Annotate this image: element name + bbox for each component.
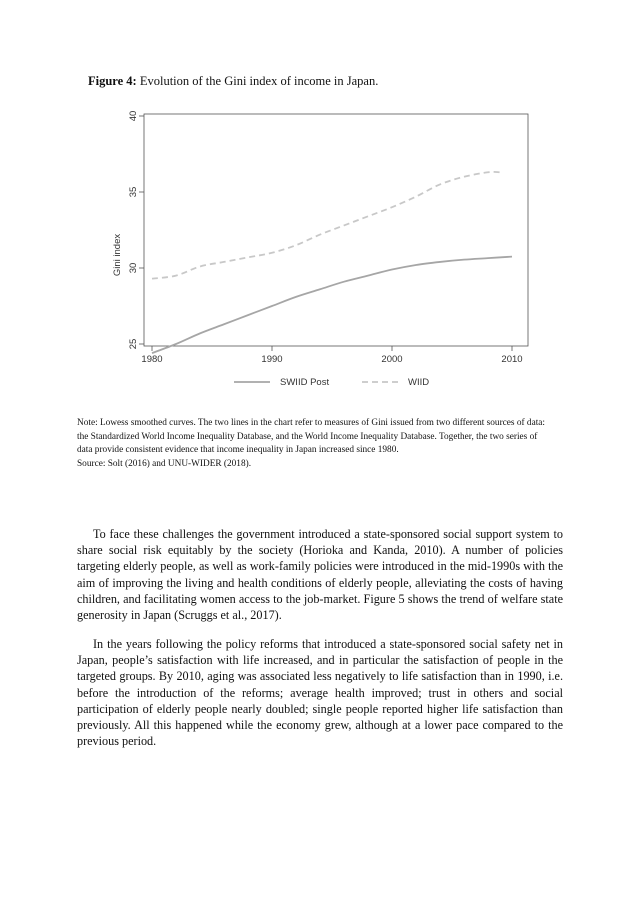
note-source: Source: Solt (2016) and UNU-WIDER (2018).: [77, 458, 252, 469]
y-tick-label: 35: [128, 186, 139, 198]
y-axis-label: Gini index: [112, 233, 123, 277]
figure-caption: [88, 74, 378, 89]
legend-label: SWIID Post: [280, 377, 330, 388]
body-paragraph-1: [77, 526, 563, 623]
body-paragraph-2: [77, 636, 563, 749]
x-tick-label: 1990: [261, 354, 283, 365]
y-tick-label: 30: [128, 262, 139, 274]
figure-title: Evolution of the Gini index of income in Japan.: [136, 74, 379, 88]
figure-note: [77, 417, 547, 471]
paragraph-text: To face these challenges the government introduced a state-sponsored social support system to share social risk equitably by the society (Horioka and Kanda, 2010). A number of policies targeting elderly people, as well as work-family policies were introduced in the mid-1990s with the aim of improving the living and health conditions of elderly people, alleviating the costs of having children, and facilitating women access to the job-market. Figure 5 shows the trend of welfare state generosity in Japan (Scruggs et al., 2017).: [77, 527, 563, 623]
plot-frame: [144, 114, 528, 346]
y-tick-label: 25: [128, 338, 139, 350]
x-tick-label: 2010: [501, 354, 523, 365]
note-text: Note: Lowess smoothed curves. The two lines in the chart refer to measures of Gini issued from two different sources of data: the Standardized World Income Inequality Database, and the World Income Inequality Database. Together, the two series of data provide consistent evidence that income inequality in Japan increased since 1980.: [77, 418, 545, 455]
y-tick-label: 40: [128, 110, 139, 122]
paragraph-text: In the years following the policy reforms that introduced a state-sponsored social safety net in Japan, people’s satisfaction with life increased, and in particular the satisfaction of people in the targeted groups. By 2010, aging was associated less negatively to life satisfaction than in 1990, i.e. before the introduction of the reforms; average health improved; trust in others and social participation of elderly people nearly doubled; single people reported higher life satisfaction than previously. All this happened while the economy grew, although at a lower pace compared to the previous period.: [77, 637, 563, 749]
x-tick-label: 1980: [141, 354, 163, 365]
gini-chart: [100, 100, 540, 400]
figure-label: Figure 4:: [88, 74, 137, 88]
legend-label: WIID: [408, 377, 430, 388]
x-tick-label: 2000: [381, 354, 403, 365]
